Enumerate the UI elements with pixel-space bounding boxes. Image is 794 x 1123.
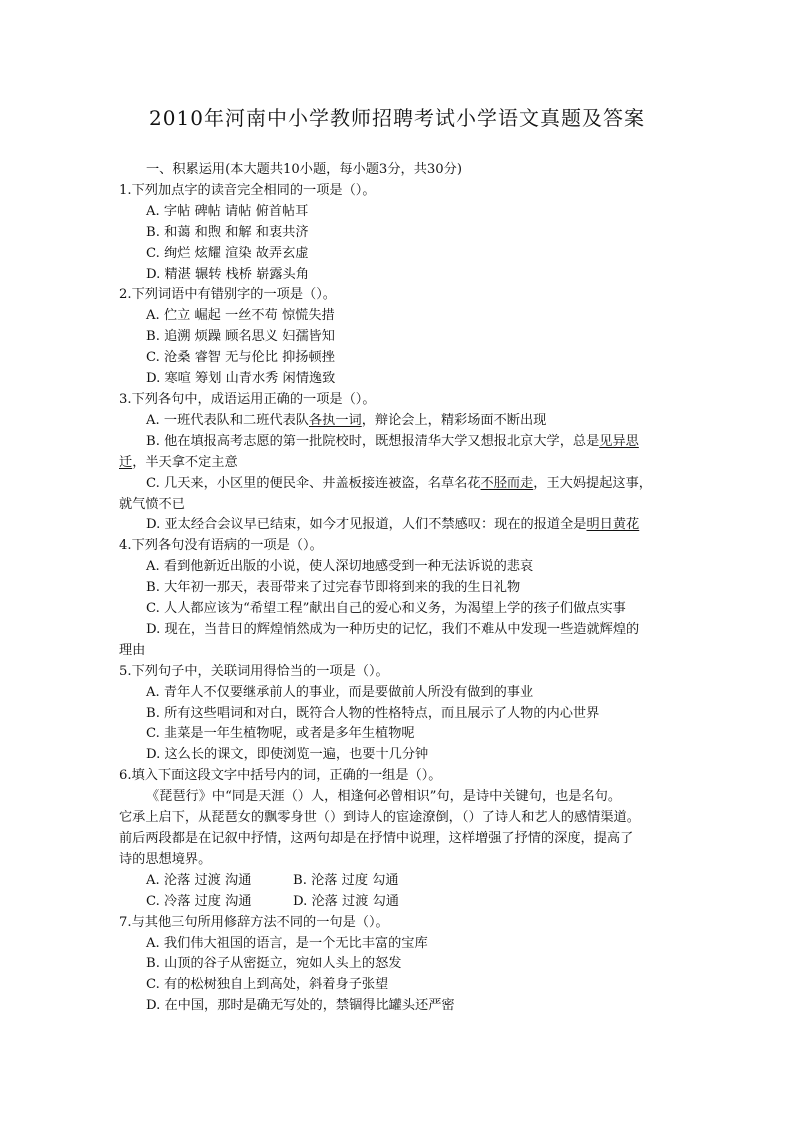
question-6-passage-line-3: 前后两段都是在记叙中抒情，这两句却是在抒情中说理，这样增强了抒情的深度，提高了 xyxy=(119,831,634,846)
question-7-stem: 7.与其他三句所用修辞方法不同的一句是（）。 xyxy=(119,914,389,930)
question-1-option-a: A. 字帖 碑帖 请帖 俯首帖耳 xyxy=(146,203,309,219)
question-3-option-c-line-2: 就气愤不已 xyxy=(119,496,185,512)
question-6-stem: 6.填入下面这段文字中括号内的词，正确的一组是（）。 xyxy=(119,768,442,784)
question-1-option-d: D. 精湛 辗转 栈桥 崭露头角 xyxy=(146,266,309,282)
question-7-option-a: A. 我们伟大祖国的语言，是一个无比丰富的宝库 xyxy=(146,935,428,951)
option-text: A. 一班代表队和二班代表队 xyxy=(146,412,309,428)
option-text: C. 几天来，小区里的便民伞、井盖板接连被盗，名草名花 xyxy=(146,475,481,491)
question-5-option-d: D. 这么长的课文，即使浏览一遍，也要十几分钟 xyxy=(146,747,429,763)
question-4-option-a: A. 看到他新近出版的小说，使人深切地感受到一种无法诉说的悲哀 xyxy=(146,559,534,575)
question-6-passage-line-2: 它承上启下，从琵琶女的飘零身世（）到诗人的宦途潦倒，（）了诗人和艺人的感情渠道。 xyxy=(119,810,640,826)
question-7-option-b: B. 山顶的谷子从密挺立，宛如人头上的怒发 xyxy=(146,956,402,972)
option-text: ，王大妈提起这事， xyxy=(533,475,652,491)
question-2-option-d: D. 寒喧 筹划 山青水秀 闲情逸致 xyxy=(146,371,336,387)
option-text: ，辩论会上，精彩场面不断出现 xyxy=(361,412,547,428)
question-2-stem: 2.下列词语中有错别字的一项是（）。 xyxy=(119,287,336,303)
underlined-idiom: 迁 xyxy=(119,454,133,470)
question-3-option-d xyxy=(119,515,679,536)
document-title: 2010年河南中小学教师招聘考试小学语文真题及答案 xyxy=(149,106,645,130)
question-5-option-c: C. 韭菜是一年生植物呢，或者是多年生植物呢 xyxy=(146,726,415,742)
question-6-option-d: D. 沦落 过渡 勾通 xyxy=(293,893,399,909)
question-1-option-c: C. 绚烂 炫耀 渲染 故弄玄虚 xyxy=(146,245,309,261)
section-heading: 一、积累运用(本大题共10小题，每小题3分，共30分) xyxy=(146,162,462,177)
question-3-option-b-line-2 xyxy=(119,453,679,474)
question-6-passage-line-1: 《琵琶行》中“同是天涯（）人，相逢何必曾相识”句，是诗中关键句，也是名句。 xyxy=(146,789,622,805)
question-6-passage-line-4: 诗的思想境界。 xyxy=(119,851,212,867)
option-text: ，半天拿不定主意 xyxy=(132,454,238,470)
question-2-option-b: B. 追溯 烦躁 顾名思义 妇孺皆知 xyxy=(146,329,335,345)
question-4-option-b: B. 大年初一那天，表哥带来了过完春节即将到来的我的生日礼物 xyxy=(146,580,521,596)
question-5-option-a: A. 青年人不仅要继承前人的事业，而是要做前人所没有做到的事业 xyxy=(146,684,534,700)
question-3-option-b-line-1 xyxy=(119,432,679,453)
option-text: D. 亚太经合会议早已结束，如今才见报道，人们不禁感叹：现在的报道全是 xyxy=(146,517,587,533)
question-1-option-b: B. 和蔼 和煦 和解 和衷共济 xyxy=(146,224,309,240)
question-6-options-row-1 xyxy=(119,871,679,892)
question-4-option-d-line-2: 理由 xyxy=(119,642,146,658)
question-5-option-b: B. 所有这些唱词和对白，既符合人物的性格特点，而且展示了人物的内心世界 xyxy=(146,705,600,721)
question-7-option-c: C. 有的松树独自上到高处，斜着身子张望 xyxy=(146,977,389,993)
question-6-option-c: C. 冷落 过度 沟通 xyxy=(146,893,252,909)
question-3-option-c-line-1 xyxy=(119,474,679,495)
underlined-idiom: 见异思 xyxy=(599,433,639,449)
question-2-option-c: C. 沧桑 睿智 无与伦比 抑扬顿挫 xyxy=(146,350,335,366)
option-text: B. 他在填报高考志愿的第一批院校时，既想报清华大学又想报北京大学，总是 xyxy=(146,433,600,449)
question-4-option-d-line-1: D. 现在，当昔日的辉煌悄然成为一种历史的记忆，我们不难从中发现一些造就辉煌的 xyxy=(146,621,640,637)
question-1-stem: 1.下列加点字的读音完全相同的一项是（）。 xyxy=(119,182,376,198)
question-4-stem: 4.下列各句没有语病的一项是（）。 xyxy=(119,538,323,554)
question-6-options-row-2 xyxy=(119,892,679,913)
underlined-idiom: 明日黄花 xyxy=(586,517,640,533)
underlined-idiom: 各执一词 xyxy=(308,412,362,428)
question-5-stem: 5.下列句子中，关联词用得恰当的一项是（）。 xyxy=(119,663,389,679)
question-3-option-a xyxy=(119,411,679,432)
exam-body xyxy=(119,160,679,1017)
question-6-option-a: A. 沦落 过渡 沟通 xyxy=(146,872,252,888)
question-6-option-b: B. 沦落 过度 勾通 xyxy=(293,872,399,888)
question-2-option-a: A. 伫立 崛起 一丝不苟 惊慌失措 xyxy=(146,308,335,324)
question-4-option-c: C. 人人都应该为“希望工程”献出自己的爱心和义务，为渴望上学的孩子们做点实事 xyxy=(146,601,626,617)
question-3-stem: 3.下列各句中，成语运用正确的一项是（）。 xyxy=(119,391,376,407)
underlined-idiom: 不胫而走 xyxy=(480,475,534,491)
question-7-option-d: D. 在中国，那时是确无写处的，禁锢得比罐头还严密 xyxy=(146,998,455,1014)
